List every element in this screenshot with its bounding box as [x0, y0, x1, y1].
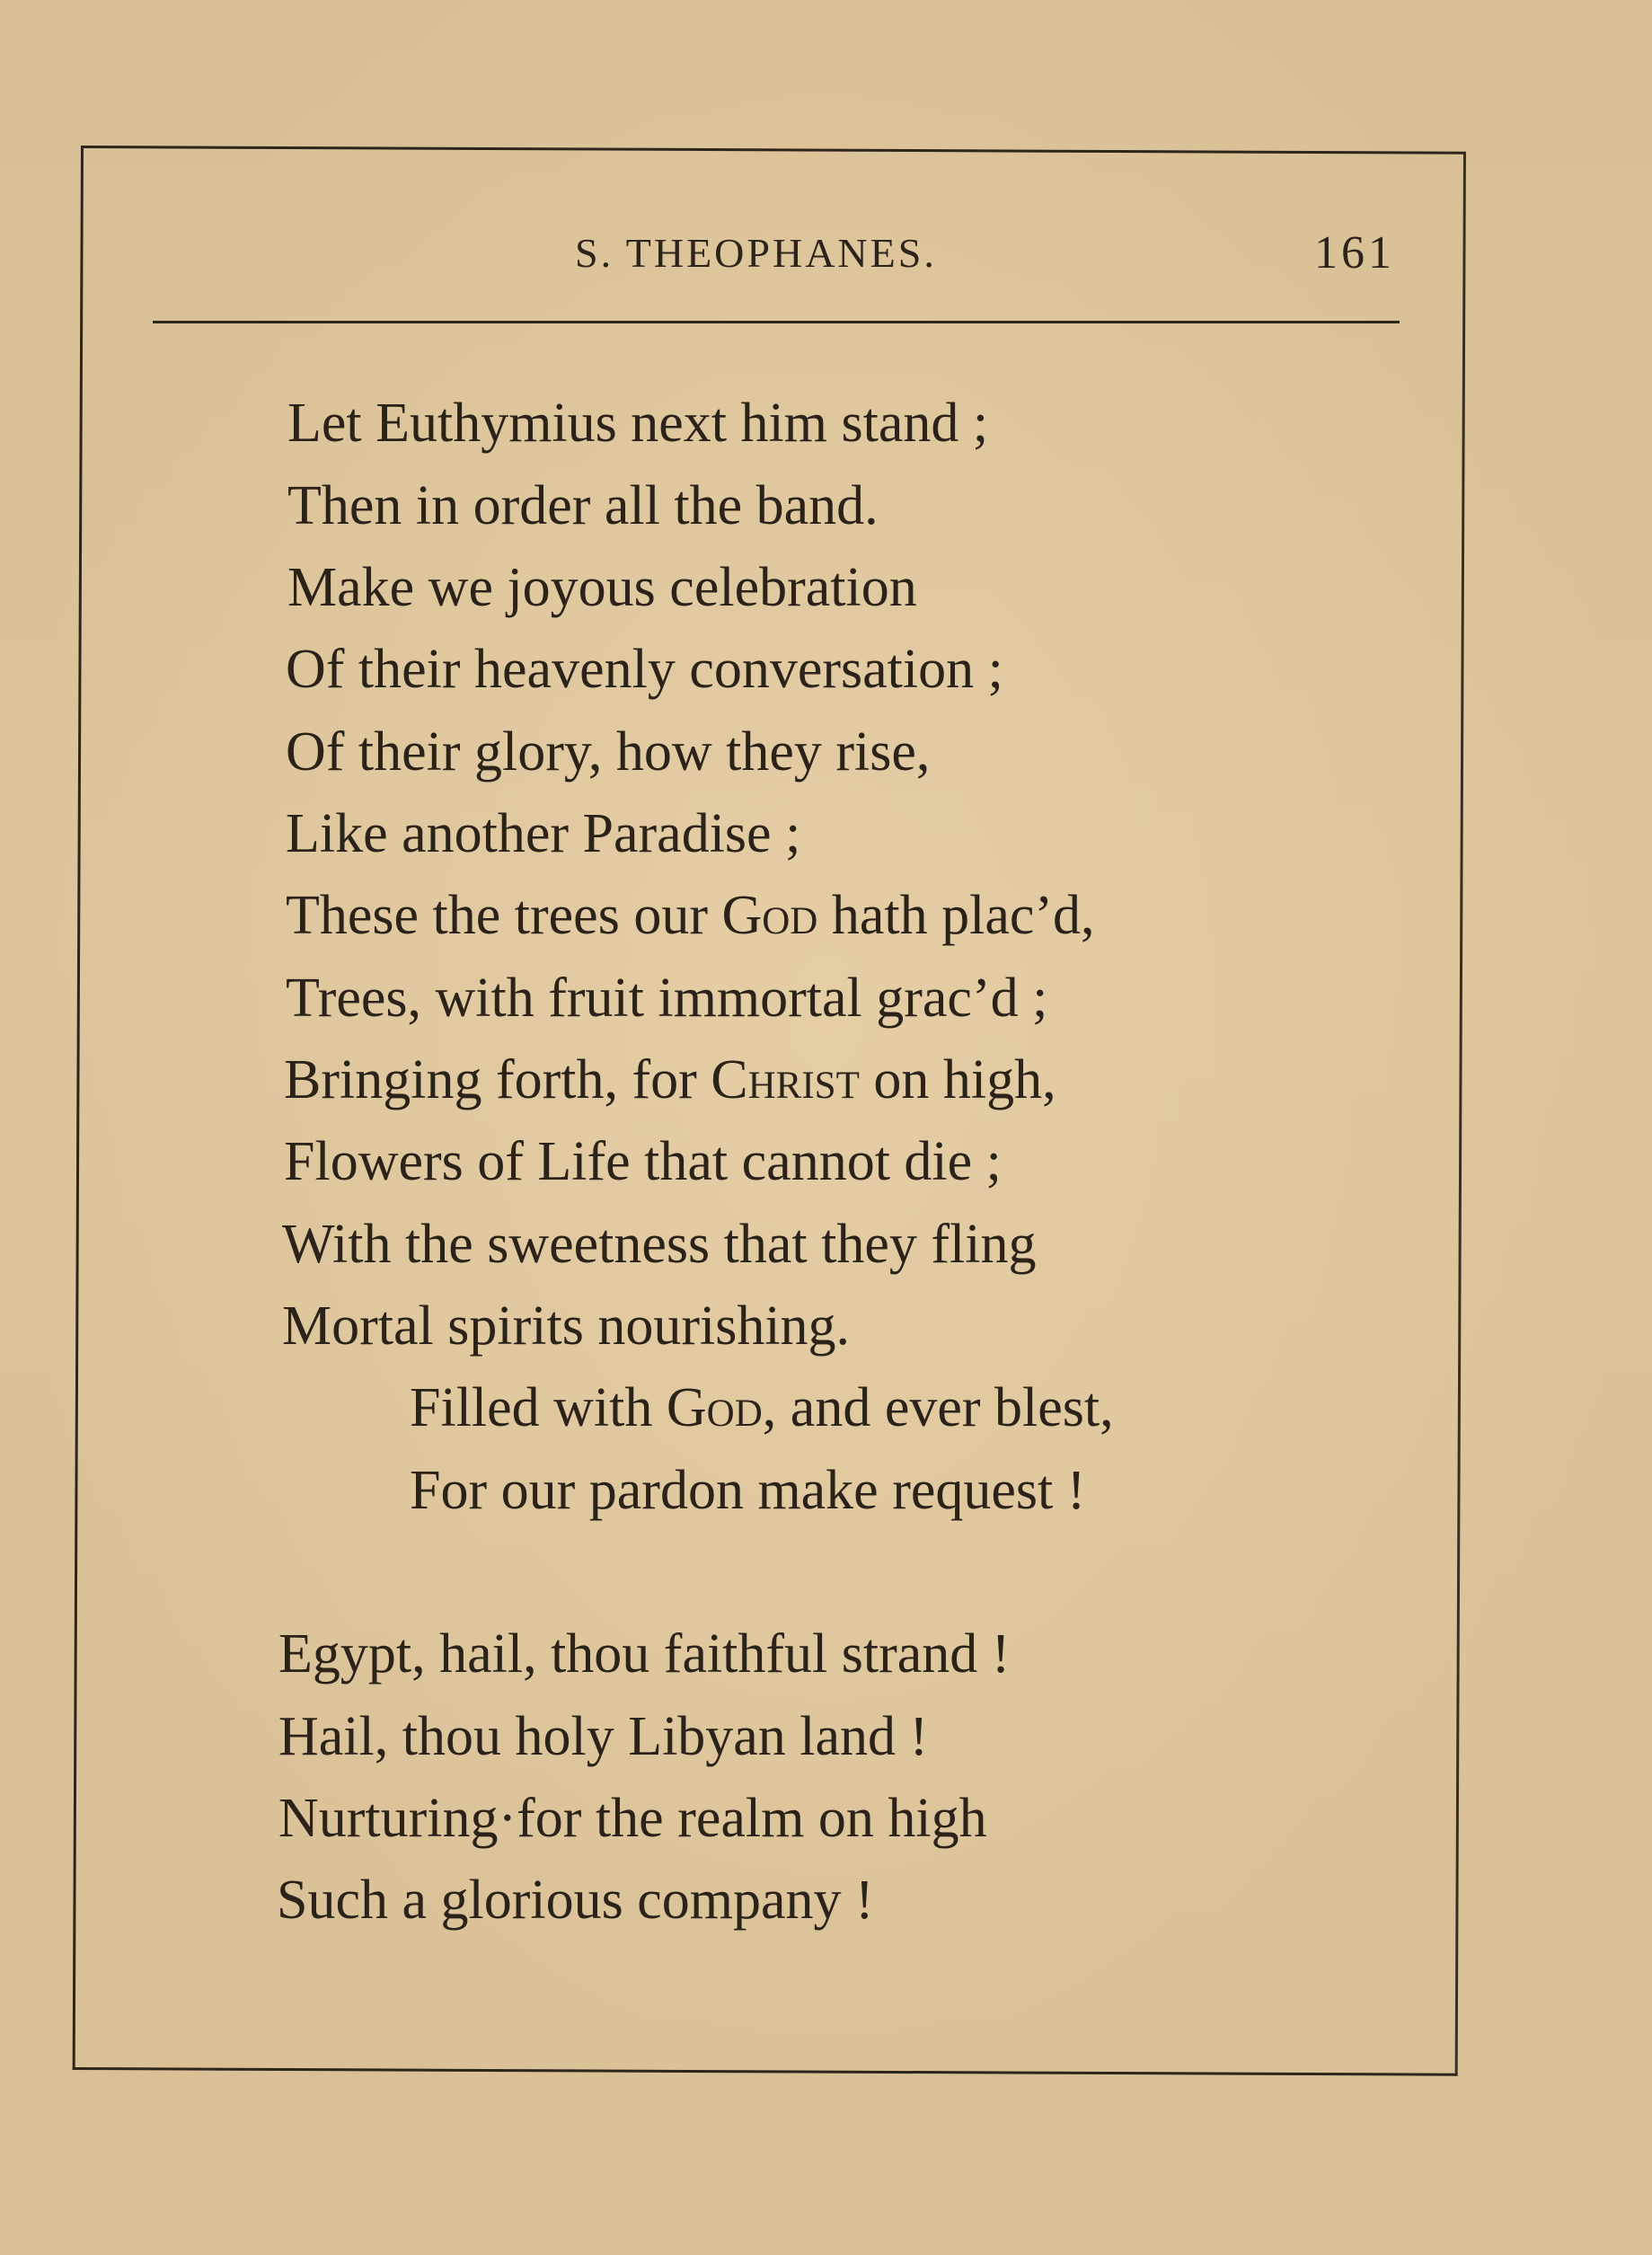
poem-line: Such a glorious company ! [277, 1870, 874, 1931]
poem-line [284, 1049, 1056, 1110]
poem-line: Egypt, hail, thou faithful strand ! [278, 1623, 1011, 1685]
poem-line: Trees, with fruit immortal grac’d ; [286, 968, 1048, 1029]
refrain-line: For our pardon make request ! [410, 1460, 1086, 1521]
running-title: S. THEOPHANES. [575, 230, 937, 276]
poem-line: Make we joyous celebration [287, 557, 917, 618]
poem-line: Flowers of Life that cannot die ; [284, 1131, 1002, 1192]
poem-line-part: Filled with [410, 1377, 667, 1438]
poem-line: With the sweetness that they fling [282, 1214, 1037, 1275]
header-rule [153, 321, 1400, 323]
poem-line [286, 885, 1095, 946]
small-caps-word: God [666, 1377, 763, 1438]
poem-line-part: hath plac’d, [817, 885, 1095, 946]
small-caps-word: God [721, 885, 818, 946]
page-number: 161 [1314, 227, 1395, 279]
poem-line-part: on high, [859, 1049, 1056, 1110]
poem-line: Then in order all the band. [287, 475, 879, 536]
poem-line: Mortal spirits nourishing. [282, 1296, 851, 1357]
poem-line: Hail, thou holy Libyan land ! [278, 1706, 929, 1767]
poem-line: Of their heavenly conversation ; [286, 639, 1003, 700]
small-caps-word: Christ [711, 1049, 860, 1110]
poem-line: Of their glory, how they rise, [286, 721, 931, 783]
refrain-line [410, 1377, 1114, 1438]
poem-line-part: Bringing forth, for [284, 1049, 711, 1110]
poem-line-part: These the trees our [286, 885, 722, 946]
poem-line: Nurturing·for the realm on high [278, 1788, 987, 1849]
poem-line: Like another Paradise ; [286, 803, 801, 864]
poem-line-part: , and ever blest, [762, 1377, 1114, 1438]
poem-line: Let Euthymius next him stand ; [287, 393, 989, 454]
